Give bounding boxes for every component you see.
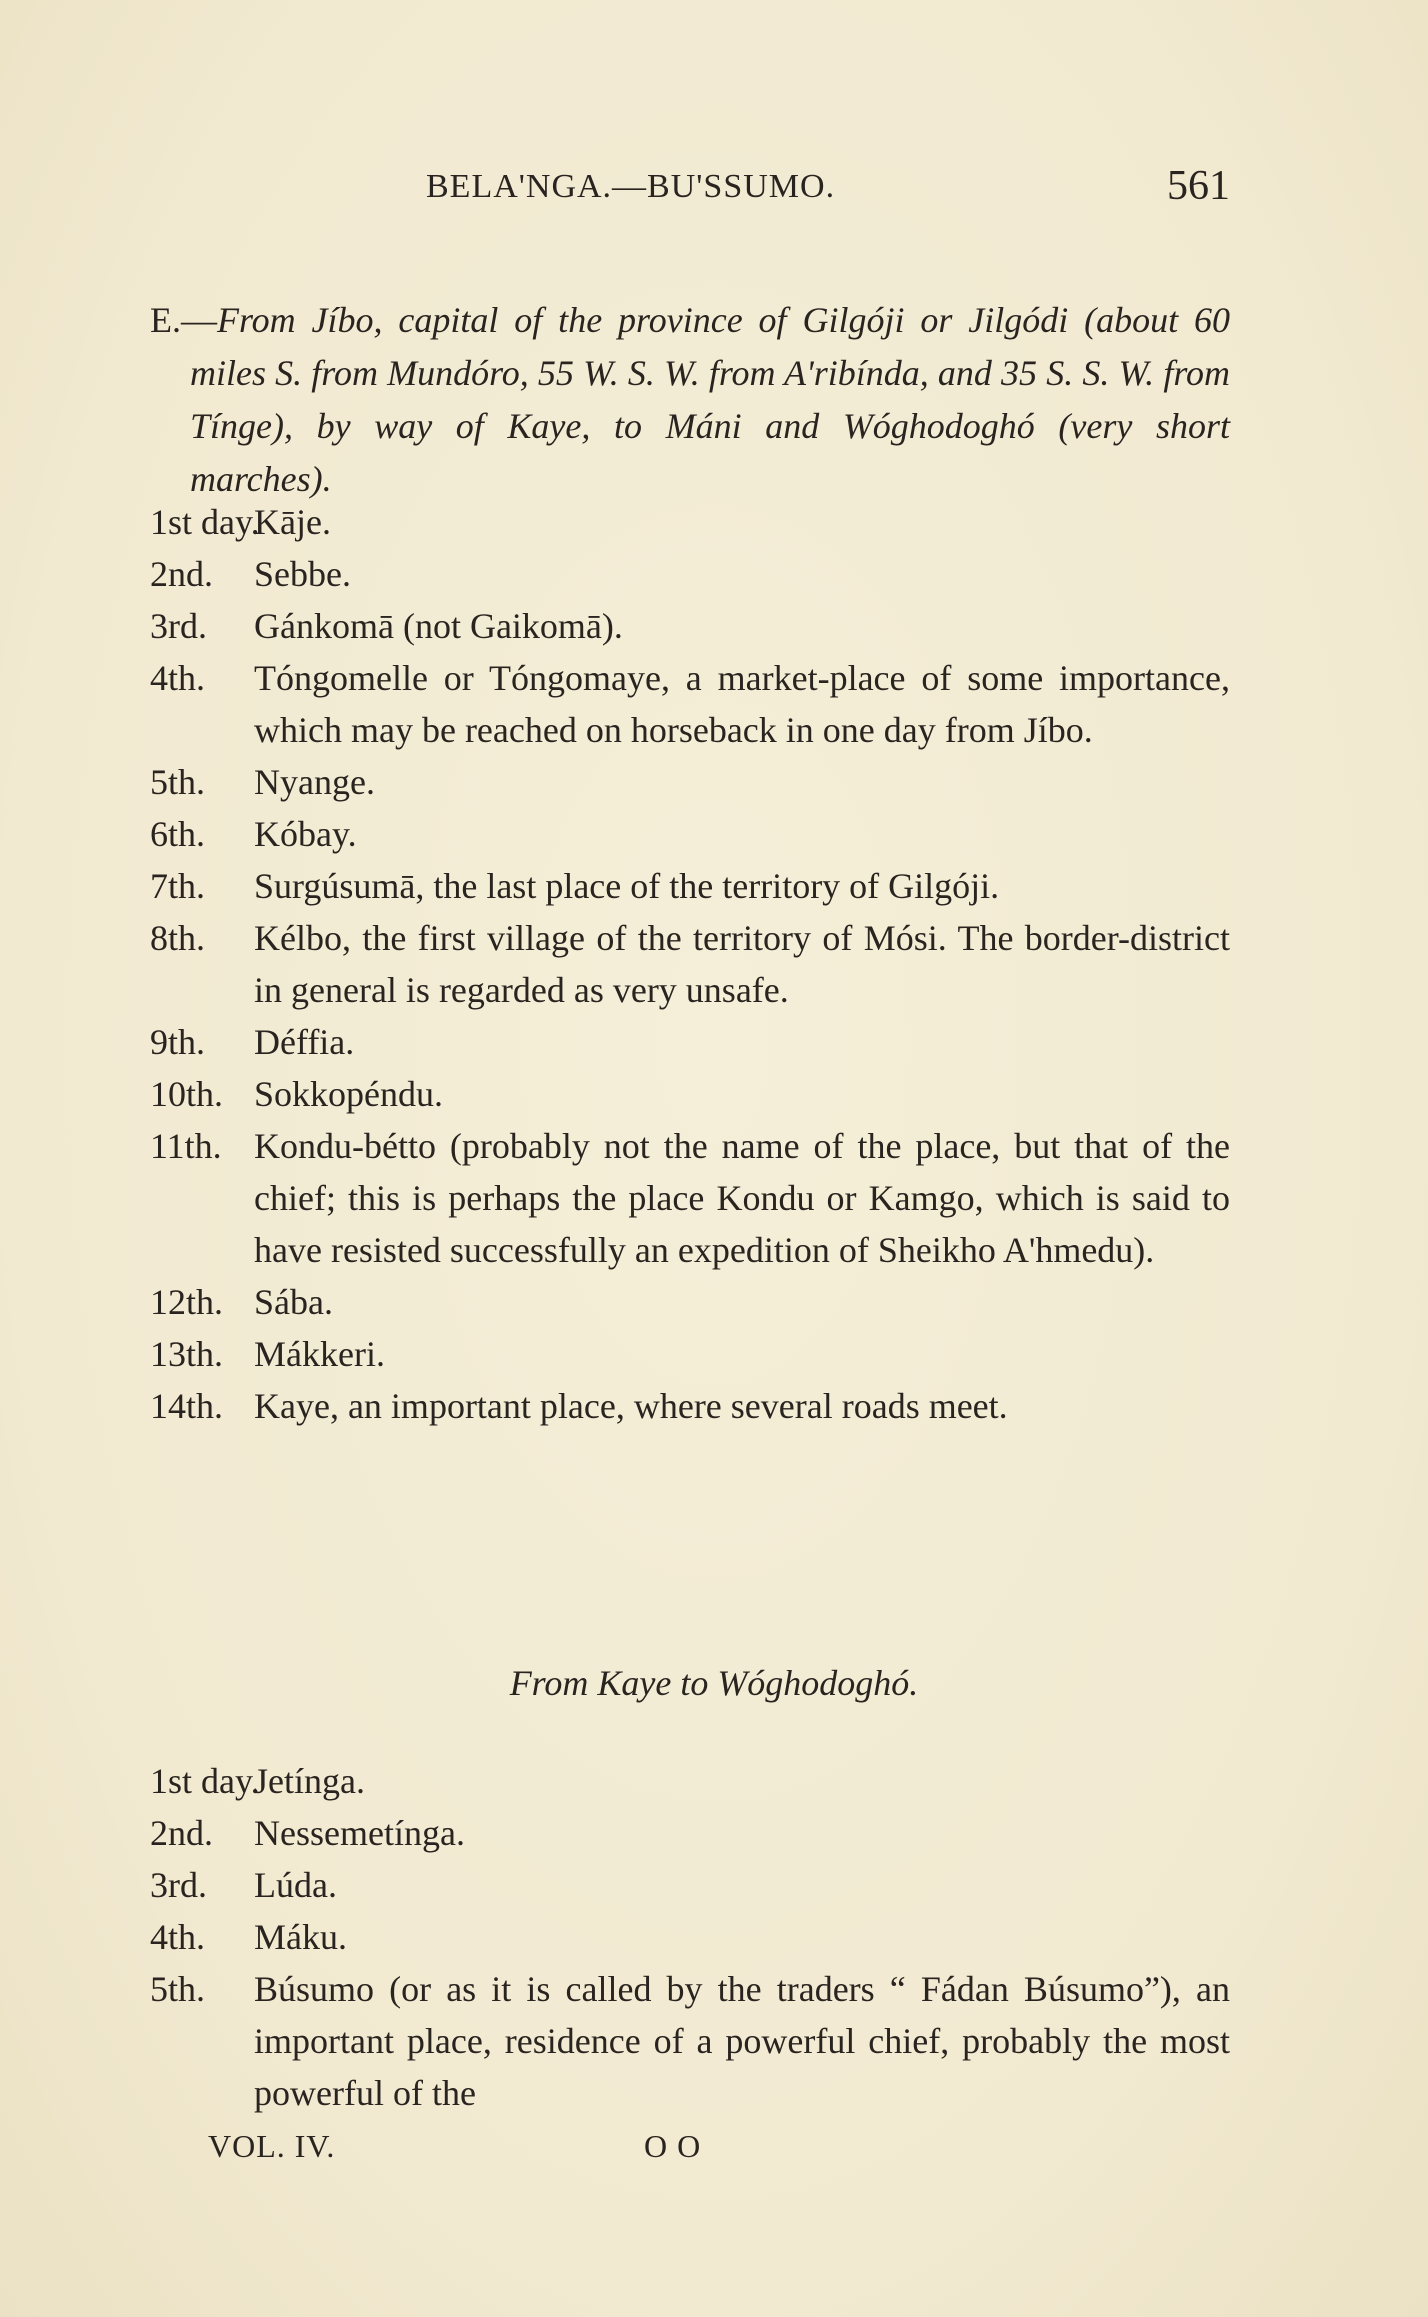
place-entry: Kondu-bétto (probably not the name of the place, but that of the chief; this is perhaps the place Kondu or Kamgo, which is said to have resisted successfully an expedition of Sheikho A'hmedu). xyxy=(254,1126,1230,1270)
list-item xyxy=(150,1755,1230,1807)
list-item xyxy=(150,1807,1230,1859)
day-label: 5th. xyxy=(150,762,206,802)
section-heading: From Kaye to Wóghodoghó. xyxy=(509,1663,919,1703)
list-item xyxy=(150,1068,1230,1120)
day-label: 6th. xyxy=(150,814,206,854)
list-item xyxy=(150,1380,1230,1432)
day-label: 3rd. xyxy=(150,606,207,646)
page-number: 561 xyxy=(1167,163,1230,209)
list-item xyxy=(150,860,1230,912)
page-header xyxy=(150,163,1230,218)
place-entry: Surgúsumā, the last place of the territory of Gilgóji. xyxy=(254,866,1000,906)
signature-mark: O O xyxy=(644,2128,702,2164)
place-entry: Kāje. xyxy=(254,502,331,542)
itinerary-list-jibo-to-kaye xyxy=(150,496,1230,1432)
list-item xyxy=(150,1963,1230,2119)
volume-label: VOL. IV. xyxy=(208,2128,336,2164)
day-label: 5th. xyxy=(150,1969,206,2009)
running-head: BELA'NGA.—BU'SSUMO. xyxy=(426,168,836,205)
place-entry: Sába. xyxy=(254,1282,333,1322)
place-entry: Sokkopéndu. xyxy=(254,1074,443,1114)
list-item xyxy=(150,1859,1230,1911)
place-entry: Máku. xyxy=(254,1917,347,1957)
day-label: 14th. xyxy=(150,1386,224,1426)
page-footer xyxy=(208,2128,808,2172)
list-item xyxy=(150,1328,1230,1380)
place-entry: Sebbe. xyxy=(254,554,351,594)
place-entry: Kaye, an important place, where several roads meet. xyxy=(254,1386,1008,1426)
day-label: 7th. xyxy=(150,866,206,906)
place-entry: Búsumo (or as it is called by the traders “ Fádan Búsumo”), an important place, residence of a powerful chief, probably the most powerful of the xyxy=(254,1969,1230,2113)
itinerary-list-kaye-to-woghodogho xyxy=(150,1755,1230,2119)
list-item xyxy=(150,600,1230,652)
day-label: 11th. xyxy=(150,1126,222,1166)
list-item xyxy=(150,1120,1230,1276)
list-item xyxy=(150,1016,1230,1068)
day-label: 1st day. xyxy=(150,502,260,542)
list-item xyxy=(150,756,1230,808)
place-entry: Nessemetínga. xyxy=(254,1813,465,1853)
place-entry: Lúda. xyxy=(254,1865,337,1905)
place-entry: Déffia. xyxy=(254,1022,355,1062)
day-label: 12th. xyxy=(150,1282,224,1322)
list-item xyxy=(150,808,1230,860)
list-item xyxy=(150,548,1230,600)
day-label: 9th. xyxy=(150,1022,206,1062)
list-item xyxy=(150,496,1230,548)
list-item xyxy=(150,1276,1230,1328)
day-label: 1st day. xyxy=(150,1761,260,1801)
day-label: 10th. xyxy=(150,1074,224,1114)
place-entry: Gánkomā (not Gaikomā). xyxy=(254,606,623,646)
day-label: 4th. xyxy=(150,658,206,698)
section-letter: E.— xyxy=(150,300,217,340)
list-item xyxy=(150,1911,1230,1963)
list-item xyxy=(150,652,1230,756)
day-label: 13th. xyxy=(150,1334,224,1374)
day-label: 2nd. xyxy=(150,1813,213,1853)
place-entry: Kélbo, the first village of the territory of Mósi. The border-district in general is regarded as very unsafe. xyxy=(254,918,1230,1010)
day-label: 2nd. xyxy=(150,554,213,594)
place-entry: Jetínga. xyxy=(254,1761,365,1801)
place-entry: Nyange. xyxy=(254,762,375,802)
place-entry: Tóngomelle or Tóngomaye, a market-place of some importance, which may be reached on horseback in one day from Jíbo. xyxy=(254,658,1230,750)
day-label: 3rd. xyxy=(150,1865,207,1905)
route-introduction xyxy=(150,294,1230,506)
day-label: 4th. xyxy=(150,1917,206,1957)
route-description: From Jíbo, capital of the province of Gilgóji or Jilgódi (about 60 miles S. from Mundóro, 55 W. S. W. from A'ribínda, and 35 S. S. W. from Tínge), by way of Kaye, to Máni and Wóghodoghó (very short marches). xyxy=(190,300,1230,499)
place-entry: Kóbay. xyxy=(254,814,357,854)
list-item xyxy=(150,912,1230,1016)
day-label: 8th. xyxy=(150,918,206,958)
place-entry: Mákkeri. xyxy=(254,1334,385,1374)
